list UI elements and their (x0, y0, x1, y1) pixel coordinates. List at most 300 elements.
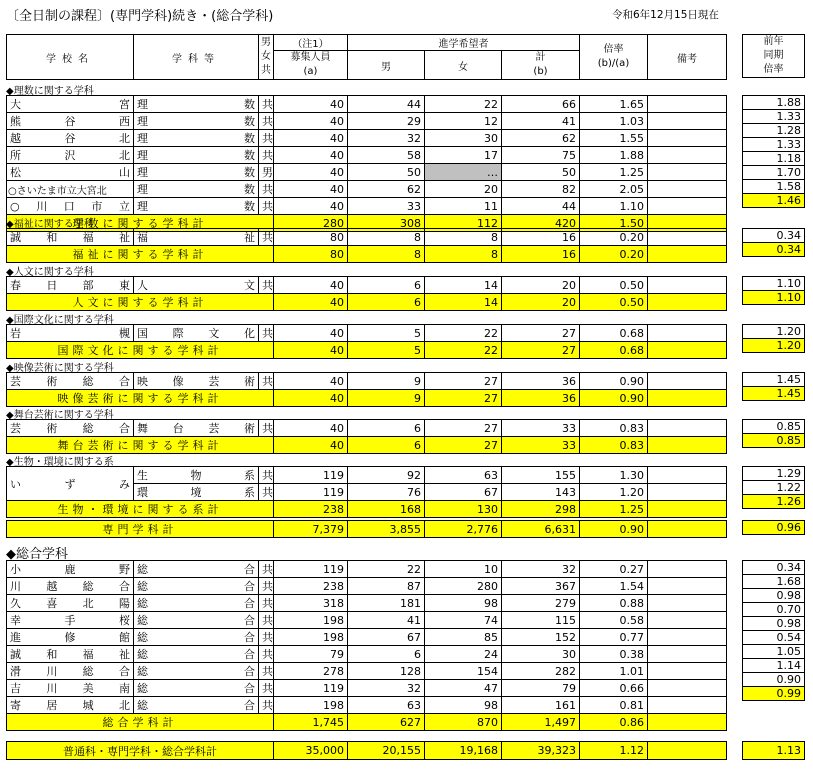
ratio-cell: 0.38 (580, 646, 648, 663)
subtotal-cap: 40 (274, 437, 348, 454)
remarks-cell (648, 198, 727, 215)
male-cell: 63 (348, 697, 425, 714)
dept-name: 理数 (134, 130, 259, 147)
ratio-cell: 0.77 (580, 629, 648, 646)
female-cell: 98 (425, 595, 502, 612)
page-title: 〔全日制の課程〕(専門学科)続き・(総合学科) (6, 9, 274, 24)
section-table (6, 419, 727, 454)
male-cell: 32 (348, 130, 425, 147)
dept-name: 理数 (134, 164, 259, 181)
subtotal-ratio: 0.50 (580, 294, 648, 311)
remarks-cell (648, 467, 727, 484)
prev-ratio-cell: 0.99 (743, 687, 805, 701)
remarks-cell (648, 629, 727, 646)
gender-cell: 共 (259, 420, 274, 437)
table-row (7, 697, 727, 714)
subtotal-row (7, 521, 727, 538)
male-cell: 58 (348, 147, 425, 164)
subtotal-total: 1,497 (502, 714, 580, 731)
male-cell: 87 (348, 578, 425, 595)
dept-name: 総合 (134, 595, 259, 612)
total-cell: 27 (502, 325, 580, 342)
header-male: 男 (348, 51, 425, 80)
subtotal-male: 3,855 (348, 521, 425, 538)
school-name: 吉川美南 (7, 680, 134, 697)
total-cell: 82 (502, 181, 580, 198)
subtotal-ratio: 0.68 (580, 342, 648, 359)
gender-cell: 共 (259, 198, 274, 215)
subtotal-female: 27 (425, 390, 502, 407)
comprehensive-table (6, 560, 727, 731)
prev-ratio-cell: 0.34 (743, 243, 805, 257)
header-gender-f: 女 (261, 51, 271, 62)
male-cell: 6 (348, 646, 425, 663)
female-cell: 30 (425, 130, 502, 147)
total-cell: 50 (502, 164, 580, 181)
table-row (7, 325, 727, 342)
table-row (7, 467, 727, 484)
ratio-cell: 1.03 (580, 113, 648, 130)
subtotal-male: 6 (348, 294, 425, 311)
remarks-cell (648, 342, 727, 359)
header-total-label: 計 (535, 52, 546, 63)
gender-cell: 共 (259, 147, 274, 164)
subtotal-cap: 280 (274, 215, 348, 232)
total-cell: 41 (502, 113, 580, 130)
remarks-cell (648, 229, 727, 246)
table-row (7, 181, 727, 198)
subtotal-row (7, 501, 727, 518)
school-name: ○さいたま市立大宮北 (7, 181, 134, 198)
gender-cell: 共 (259, 96, 274, 113)
school-name: いずみ (7, 467, 134, 501)
gender-cell: 共 (259, 325, 274, 342)
total-cell: 367 (502, 578, 580, 595)
subtotal-cap: 35,000 (274, 742, 348, 760)
header-capacity (274, 51, 348, 80)
header-prev-2: 同期 (763, 50, 784, 61)
gender-cell: 共 (259, 561, 274, 578)
total-cell: 62 (502, 130, 580, 147)
male-cell: 181 (348, 595, 425, 612)
female-cell: … (425, 164, 502, 181)
school-name: 川越総合 (7, 578, 134, 595)
remarks-cell (648, 680, 727, 697)
table-row (7, 663, 727, 680)
female-cell: 63 (425, 467, 502, 484)
subtotal-label: 舞台芸術に関する学科計 (7, 437, 274, 454)
prev-ratio-cell: 0.85 (743, 434, 805, 448)
prev-ratio-cell: 0.70 (743, 603, 805, 617)
gender-cell: 共 (259, 181, 274, 198)
table-row (7, 198, 727, 215)
school-name: 誠和福祉 (7, 646, 134, 663)
capacity-cell: 238 (274, 578, 348, 595)
ratio-cell: 0.88 (580, 595, 648, 612)
total-cell: 282 (502, 663, 580, 680)
prev-ratio-cell: 0.98 (743, 617, 805, 631)
remarks-cell (648, 373, 727, 390)
prev-ratio-cell: 1.58 (743, 180, 805, 194)
remarks-cell (648, 325, 727, 342)
remarks-cell (648, 521, 727, 538)
subtotal-cap: 7,379 (274, 521, 348, 538)
male-cell: 6 (348, 277, 425, 294)
gender-cell: 共 (259, 467, 274, 484)
male-cell: 50 (348, 164, 425, 181)
school-name: 芸術総合 (7, 420, 134, 437)
ratio-cell: 0.68 (580, 325, 648, 342)
section-title: ◆映像芸術に関する学科 (6, 363, 114, 374)
female-cell: 14 (425, 277, 502, 294)
dept-name: 福祉 (134, 229, 259, 246)
subtotal-cap: 40 (274, 294, 348, 311)
ratio-cell: 1.88 (580, 147, 648, 164)
dept-name: 映像芸術 (134, 373, 259, 390)
prev-ratio-table (742, 466, 805, 509)
female-cell: 74 (425, 612, 502, 629)
total-cell: 155 (502, 467, 580, 484)
dept-name: 理数 (134, 198, 259, 215)
total-cell: 36 (502, 373, 580, 390)
header-capacity-label: 募集人員 (290, 52, 331, 63)
gender-cell: 共 (259, 229, 274, 246)
subtotal-total: 420 (502, 215, 580, 232)
female-cell: 24 (425, 646, 502, 663)
remarks-cell (648, 181, 727, 198)
total-cell: 20 (502, 277, 580, 294)
school-name: 進修館 (7, 629, 134, 646)
capacity-cell: 318 (274, 595, 348, 612)
prev-ratio-cell: 0.54 (743, 631, 805, 645)
capacity-cell: 40 (274, 96, 348, 113)
ratio-cell: 0.90 (580, 373, 648, 390)
table-row (7, 629, 727, 646)
remarks-cell (648, 437, 727, 454)
male-cell: 76 (348, 484, 425, 501)
table-row (7, 277, 727, 294)
male-cell: 29 (348, 113, 425, 130)
ratio-cell: 0.27 (580, 561, 648, 578)
prev-ratio-table (742, 560, 805, 701)
capacity-cell: 198 (274, 697, 348, 714)
male-cell: 44 (348, 96, 425, 113)
capacity-cell: 278 (274, 663, 348, 680)
capacity-cell: 119 (274, 561, 348, 578)
remarks-cell (648, 294, 727, 311)
prev-ratio-cell: 1.10 (743, 291, 805, 305)
prev-ratio-table (742, 741, 805, 760)
gender-cell: 共 (259, 578, 274, 595)
subtotal-ratio: 1.12 (580, 742, 648, 760)
prev-ratio-cell: 1.05 (743, 645, 805, 659)
subtotal-female: 870 (425, 714, 502, 731)
remarks-cell (648, 390, 727, 407)
remarks-cell (648, 501, 727, 518)
section-table (6, 466, 727, 518)
female-cell: 20 (425, 181, 502, 198)
subtotal-label: 専門学科計 (7, 521, 274, 538)
remarks-cell (648, 246, 727, 263)
prev-ratio-cell: 0.34 (743, 561, 805, 575)
header-remarks: 備考 (648, 35, 727, 80)
prev-ratio-cell: 1.70 (743, 166, 805, 180)
female-cell: 12 (425, 113, 502, 130)
header-school: 学校名 (7, 35, 134, 80)
header-capacity-mark: (a) (303, 66, 318, 77)
subtotal-female: 112 (425, 215, 502, 232)
subtotal-female: 2,776 (425, 521, 502, 538)
remarks-cell (648, 595, 727, 612)
school-name: 越谷北 (7, 130, 134, 147)
total-cell: 33 (502, 420, 580, 437)
prev-ratio-cell: 0.85 (743, 420, 805, 434)
female-cell: 10 (425, 561, 502, 578)
subtotal-total: 298 (502, 501, 580, 518)
subtotal-row (7, 742, 727, 760)
prev-ratio-cell: 1.13 (743, 742, 805, 760)
gender-cell: 共 (259, 612, 274, 629)
prev-ratio-cell: 1.68 (743, 575, 805, 589)
subtotal-ratio: 0.90 (580, 390, 648, 407)
subtotal-total: 39,323 (502, 742, 580, 760)
subtotal-ratio: 1.25 (580, 501, 648, 518)
table-header (6, 34, 727, 80)
dept-name: 総合 (134, 561, 259, 578)
female-cell: 17 (425, 147, 502, 164)
female-cell: 27 (425, 420, 502, 437)
gender-cell: 共 (259, 373, 274, 390)
remarks-cell (648, 147, 727, 164)
female-cell: 280 (425, 578, 502, 595)
section-title: ◆生物・環境に関する系 (6, 457, 114, 468)
subtotal-row (7, 246, 727, 263)
ratio-cell: 1.65 (580, 96, 648, 113)
capacity-cell: 119 (274, 484, 348, 501)
prev-ratio-cell: 1.22 (743, 481, 805, 495)
subtotal-total: 20 (502, 294, 580, 311)
school-name: 幸手桜 (7, 612, 134, 629)
remarks-cell (648, 96, 727, 113)
prev-ratio-cell: 1.45 (743, 373, 805, 387)
section-table (6, 95, 727, 232)
table-row (7, 680, 727, 697)
dept-name: 理数 (134, 147, 259, 164)
total-cell: 44 (502, 198, 580, 215)
ratio-cell: 1.25 (580, 164, 648, 181)
dept-name: 人文 (134, 277, 259, 294)
header-gender-m: 男 (261, 37, 271, 48)
capacity-cell: 40 (274, 277, 348, 294)
subtotal-ratio: 0.86 (580, 714, 648, 731)
male-cell: 92 (348, 467, 425, 484)
subtotal-female: 14 (425, 294, 502, 311)
gender-cell: 共 (259, 629, 274, 646)
dept-name: 生物系 (134, 467, 259, 484)
table-row (7, 561, 727, 578)
male-cell: 8 (348, 229, 425, 246)
section-title: ◆福祉に関する学科 (6, 219, 94, 230)
female-cell: 11 (425, 198, 502, 215)
prev-ratio-table (742, 372, 805, 401)
subtotal-cap: 40 (274, 342, 348, 359)
prev-ratio-cell: 1.26 (743, 495, 805, 509)
prev-ratio-cell: 1.33 (743, 138, 805, 152)
capacity-cell: 40 (274, 130, 348, 147)
female-cell: 22 (425, 96, 502, 113)
subtotal-ratio: 1.50 (580, 215, 648, 232)
capacity-cell: 40 (274, 181, 348, 198)
table-row (7, 578, 727, 595)
male-cell: 67 (348, 629, 425, 646)
subtotal-row (7, 294, 727, 311)
subtotal-female: 130 (425, 501, 502, 518)
header-prev (742, 34, 805, 78)
school-name: 熊谷西 (7, 113, 134, 130)
subtotal-ratio: 0.83 (580, 437, 648, 454)
subtotal-male: 6 (348, 437, 425, 454)
ratio-cell: 0.50 (580, 277, 648, 294)
header-ratio-label: 倍率 (603, 44, 624, 55)
subtotal-ratio: 0.90 (580, 521, 648, 538)
dept-name: 総合 (134, 680, 259, 697)
subtotal-female: 22 (425, 342, 502, 359)
remarks-cell (648, 663, 727, 680)
section-table (6, 372, 727, 407)
capacity-cell: 40 (274, 147, 348, 164)
school-name: ○川口市立 (7, 198, 134, 215)
dept-name: 舞台芸術 (134, 420, 259, 437)
school-name: 松山 (7, 164, 134, 181)
prev-ratio-table (742, 276, 805, 305)
capacity-cell: 40 (274, 198, 348, 215)
ratio-cell: 0.81 (580, 697, 648, 714)
subtotal-row (7, 390, 727, 407)
school-name: 久喜北陽 (7, 595, 134, 612)
subtotal-cap: 1,745 (274, 714, 348, 731)
section-table (6, 228, 727, 263)
prev-ratio-table (742, 520, 805, 535)
gender-cell: 共 (259, 646, 274, 663)
dept-name: 理数 (134, 96, 259, 113)
total-cell: 32 (502, 561, 580, 578)
female-cell: 22 (425, 325, 502, 342)
gender-cell: 共 (259, 277, 274, 294)
capacity-cell: 119 (274, 467, 348, 484)
specialized-total-table (6, 520, 727, 538)
total-cell: 143 (502, 484, 580, 501)
header-total-mark: (b) (533, 66, 548, 77)
prev-ratio-cell: 0.34 (743, 229, 805, 243)
header-note: （注1） (274, 35, 348, 51)
subtotal-male: 308 (348, 215, 425, 232)
capacity-cell: 79 (274, 646, 348, 663)
prev-ratio-cell: 0.98 (743, 589, 805, 603)
subtotal-female: 19,168 (425, 742, 502, 760)
header-applicants-group: 進学希望者 (348, 35, 580, 51)
subtotal-total: 27 (502, 342, 580, 359)
prev-ratio-table (742, 324, 805, 353)
school-name: 小鹿野 (7, 561, 134, 578)
school-name: 大宮 (7, 96, 134, 113)
prev-ratio-cell: 1.33 (743, 110, 805, 124)
total-cell: 115 (502, 612, 580, 629)
capacity-cell: 40 (274, 373, 348, 390)
subtotal-row (7, 437, 727, 454)
male-cell: 6 (348, 420, 425, 437)
section-title: ◆総合学科 (6, 547, 68, 562)
capacity-cell: 40 (274, 325, 348, 342)
subtotal-male: 168 (348, 501, 425, 518)
prev-ratio-table (742, 228, 805, 257)
prev-ratio-cell: 1.88 (743, 96, 805, 110)
prev-ratio-cell: 1.10 (743, 277, 805, 291)
table-row (7, 612, 727, 629)
section-title: ◆理数に関する学科 (6, 86, 94, 97)
female-cell: 98 (425, 697, 502, 714)
prev-ratio-cell: 1.28 (743, 124, 805, 138)
school-name: 滑川総合 (7, 663, 134, 680)
female-cell: 85 (425, 629, 502, 646)
remarks-cell (648, 164, 727, 181)
gender-cell: 共 (259, 697, 274, 714)
capacity-cell: 40 (274, 420, 348, 437)
ratio-cell: 1.54 (580, 578, 648, 595)
remarks-cell (648, 130, 727, 147)
prev-ratio-cell: 1.18 (743, 152, 805, 166)
female-cell: 67 (425, 484, 502, 501)
prev-ratio-cell: 1.20 (743, 339, 805, 353)
table-row (7, 113, 727, 130)
school-name: 芸術総合 (7, 373, 134, 390)
header-gender (259, 35, 274, 80)
header-female: 女 (425, 51, 502, 80)
remarks-cell (648, 561, 727, 578)
prev-ratio-cell: 1.14 (743, 659, 805, 673)
prev-ratio-cell: 0.90 (743, 673, 805, 687)
table-row (7, 229, 727, 246)
prev-ratio-table (742, 95, 805, 208)
section-table (6, 276, 727, 311)
prev-ratio-cell: 1.45 (743, 387, 805, 401)
remarks-cell (648, 612, 727, 629)
section-title: ◆舞台芸術に関する学科 (6, 410, 114, 421)
dept-name: 総合 (134, 578, 259, 595)
table-row (7, 373, 727, 390)
subtotal-row (7, 714, 727, 731)
section-table (6, 324, 727, 359)
header-ratio-mark: (b)/(a) (597, 58, 630, 69)
gender-cell: 共 (259, 680, 274, 697)
table-row (7, 130, 727, 147)
subtotal-label: 生物・環境に関する系計 (7, 501, 274, 518)
remarks-cell (648, 420, 727, 437)
ratio-cell: 1.01 (580, 663, 648, 680)
school-name: 寄居城北 (7, 697, 134, 714)
male-cell: 9 (348, 373, 425, 390)
subtotal-male: 627 (348, 714, 425, 731)
header-total (502, 51, 580, 80)
total-cell: 279 (502, 595, 580, 612)
male-cell: 62 (348, 181, 425, 198)
prev-ratio-cell: 1.46 (743, 194, 805, 208)
ratio-cell: 2.05 (580, 181, 648, 198)
prev-ratio-cell: 1.20 (743, 325, 805, 339)
prev-ratio-cell: 1.29 (743, 467, 805, 481)
capacity-cell: 119 (274, 680, 348, 697)
remarks-cell (648, 113, 727, 130)
subtotal-female: 8 (425, 246, 502, 263)
